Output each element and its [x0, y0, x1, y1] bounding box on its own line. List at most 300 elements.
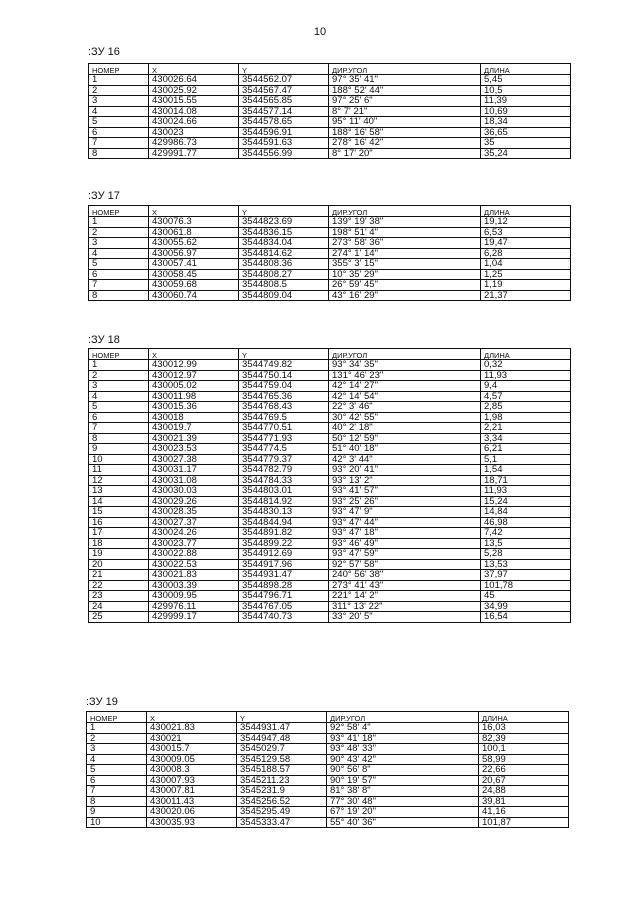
x-coordinate-cell: 430021.39 — [149, 433, 239, 444]
point-number-cell: 2 — [87, 733, 147, 744]
direction-angle-cell: 43° 16' 29" — [329, 290, 481, 301]
direction-angle-cell: 273° 58' 36" — [329, 238, 481, 249]
point-number-cell: 7 — [89, 423, 149, 434]
x-coordinate-cell: 430021.83 — [149, 570, 239, 581]
table-row — [89, 85, 571, 96]
length-cell: 3,34 — [481, 433, 571, 444]
x-coordinate-cell: 430022.53 — [149, 559, 239, 570]
x-coordinate-cell: 430015.36 — [149, 402, 239, 413]
point-number-cell: 2 — [89, 85, 149, 96]
length-cell: 45 — [481, 591, 571, 602]
direction-angle-cell: 93° 25' 26" — [329, 496, 481, 507]
x-coordinate-cell: 430030.03 — [149, 486, 239, 497]
point-number-cell: 3 — [89, 381, 149, 392]
direction-angle-cell: 93° 47' 9" — [329, 507, 481, 518]
y-coordinate-cell: 3544844.94 — [239, 517, 329, 528]
x-coordinate-cell: 429976.11 — [149, 601, 239, 612]
table-row — [89, 475, 571, 486]
header-x: X — [149, 206, 239, 217]
x-coordinate-cell: 430023.53 — [149, 444, 239, 455]
x-coordinate-cell: 430031.17 — [149, 465, 239, 476]
header-angle: ДИР.УГОЛ — [329, 206, 481, 217]
y-coordinate-cell: 3544578.65 — [239, 117, 329, 128]
direction-angle-cell: 198° 51' 4" — [329, 227, 481, 238]
y-coordinate-cell: 3544740.73 — [239, 612, 329, 623]
point-number-cell: 14 — [89, 496, 149, 507]
point-number-cell: 7 — [87, 786, 147, 797]
y-coordinate-cell: 3545188.57 — [237, 765, 327, 776]
direction-angle-cell: 55° 40' 36" — [327, 817, 479, 828]
table-row — [89, 423, 571, 434]
y-coordinate-cell: 3544771.93 — [239, 433, 329, 444]
direction-angle-cell: 92° 58' 4" — [327, 723, 479, 734]
y-coordinate-cell: 3545129.58 — [237, 754, 327, 765]
table-row — [89, 360, 571, 371]
x-coordinate-cell: 430015.7 — [147, 744, 237, 755]
point-number-cell: 20 — [89, 559, 149, 570]
point-number-cell: 4 — [89, 391, 149, 402]
table-header-row — [87, 712, 569, 723]
x-coordinate-cell: 429999.17 — [149, 612, 239, 623]
x-coordinate-cell: 430007.81 — [147, 786, 237, 797]
y-coordinate-cell: 3544898.28 — [239, 580, 329, 591]
table-row — [87, 796, 569, 807]
table-row — [89, 570, 571, 581]
table-row — [87, 744, 569, 755]
x-coordinate-cell: 430005.02 — [149, 381, 239, 392]
x-coordinate-cell: 430025.92 — [149, 85, 239, 96]
length-cell: 16,54 — [481, 612, 571, 623]
length-cell: 9,4 — [481, 381, 571, 392]
table-row — [89, 106, 571, 117]
length-cell: 34,99 — [481, 601, 571, 612]
section-title: :ЗУ 18 — [88, 334, 120, 346]
length-cell: 41,16 — [479, 807, 569, 818]
direction-angle-cell: 97° 25' 6" — [329, 96, 481, 107]
table-row — [89, 549, 571, 560]
length-cell: 101,87 — [479, 817, 569, 828]
direction-angle-cell: 90° 43' 42" — [327, 754, 479, 765]
point-number-cell: 15 — [89, 507, 149, 518]
table-row — [89, 96, 571, 107]
y-coordinate-cell: 3544836.15 — [239, 227, 329, 238]
direction-angle-cell: 77° 30' 48" — [327, 796, 479, 807]
x-coordinate-cell: 430055.62 — [149, 238, 239, 249]
header-y: Y — [239, 206, 329, 217]
y-coordinate-cell: 3544784.33 — [239, 475, 329, 486]
table-row — [89, 465, 571, 476]
point-number-cell: 4 — [89, 248, 149, 259]
length-cell: 37,97 — [481, 570, 571, 581]
table-row — [89, 238, 571, 249]
table-header-row — [89, 206, 571, 217]
direction-angle-cell: 93° 20' 41" — [329, 465, 481, 476]
table-row — [89, 528, 571, 539]
point-number-cell: 4 — [87, 754, 147, 765]
point-number-cell: 5 — [87, 765, 147, 776]
table-row — [89, 591, 571, 602]
table-row — [89, 402, 571, 413]
table-row — [89, 259, 571, 270]
direction-angle-cell: 131° 46' 23" — [329, 370, 481, 381]
length-cell: 5,28 — [481, 549, 571, 560]
length-cell: 10,69 — [481, 106, 571, 117]
x-coordinate-cell: 430008.3 — [147, 765, 237, 776]
y-coordinate-cell: 3544917.96 — [239, 559, 329, 570]
length-cell: 7,42 — [481, 528, 571, 539]
length-cell: 21,37 — [481, 290, 571, 301]
table-row — [89, 454, 571, 465]
direction-angle-cell: 33° 20' 5" — [329, 612, 481, 623]
x-coordinate-cell: 430057.41 — [149, 259, 239, 270]
point-number-cell: 18 — [89, 538, 149, 549]
table-row — [89, 496, 571, 507]
table-header-row — [89, 349, 571, 360]
x-coordinate-cell: 430024.66 — [149, 117, 239, 128]
y-coordinate-cell: 3544899.22 — [239, 538, 329, 549]
x-coordinate-cell: 430035.93 — [147, 817, 237, 828]
x-coordinate-cell: 430012.97 — [149, 370, 239, 381]
length-cell: 2,21 — [481, 423, 571, 434]
point-number-cell: 10 — [87, 817, 147, 828]
point-number-cell: 3 — [87, 744, 147, 755]
point-number-cell: 1 — [89, 217, 149, 228]
direction-angle-cell: 50° 12' 59" — [329, 433, 481, 444]
length-cell: 1,54 — [481, 465, 571, 476]
y-coordinate-cell: 3544749.82 — [239, 360, 329, 371]
direction-angle-cell: 93° 41' 18" — [327, 733, 479, 744]
x-coordinate-cell: 430026.64 — [149, 75, 239, 86]
x-coordinate-cell: 430022.88 — [149, 549, 239, 560]
point-number-cell: 3 — [89, 96, 149, 107]
y-coordinate-cell: 3545211.23 — [237, 775, 327, 786]
x-coordinate-cell: 430021 — [147, 733, 237, 744]
y-coordinate-cell: 3544891.82 — [239, 528, 329, 539]
y-coordinate-cell: 3545029.7 — [237, 744, 327, 755]
y-coordinate-cell: 3544567.47 — [239, 85, 329, 96]
y-coordinate-cell: 3544834.04 — [239, 238, 329, 249]
x-coordinate-cell: 430027.37 — [149, 517, 239, 528]
point-number-cell: 22 — [89, 580, 149, 591]
header-len: ДЛИНА — [481, 349, 571, 360]
direction-angle-cell: 97° 35' 41" — [329, 75, 481, 86]
length-cell: 19,12 — [481, 217, 571, 228]
x-coordinate-cell: 430018 — [149, 412, 239, 423]
point-number-cell: 5 — [89, 117, 149, 128]
table-row — [89, 601, 571, 612]
x-coordinate-cell: 430028.35 — [149, 507, 239, 518]
y-coordinate-cell: 3544814.62 — [239, 248, 329, 259]
point-number-cell: 7 — [89, 138, 149, 149]
length-cell: 35 — [481, 138, 571, 149]
direction-angle-cell: 188° 16' 58" — [329, 127, 481, 138]
point-number-cell: 8 — [87, 796, 147, 807]
table-row — [89, 75, 571, 86]
table-row — [87, 817, 569, 828]
length-cell: 46,98 — [481, 517, 571, 528]
y-coordinate-cell: 3545333.47 — [237, 817, 327, 828]
y-coordinate-cell: 3544770.51 — [239, 423, 329, 434]
header-y: Y — [239, 349, 329, 360]
length-cell: 18,71 — [481, 475, 571, 486]
x-coordinate-cell: 430003.39 — [149, 580, 239, 591]
x-coordinate-cell: 430076.3 — [149, 217, 239, 228]
coordinates-table — [88, 205, 571, 301]
length-cell: 11,93 — [481, 486, 571, 497]
header-x: X — [149, 349, 239, 360]
point-number-cell: 6 — [89, 412, 149, 423]
table-row — [89, 148, 571, 159]
y-coordinate-cell: 3544823.69 — [239, 217, 329, 228]
table-row — [89, 227, 571, 238]
direction-angle-cell: 240° 56' 38" — [329, 570, 481, 581]
direction-angle-cell: 93° 34' 35" — [329, 360, 481, 371]
x-coordinate-cell: 430011.43 — [147, 796, 237, 807]
point-number-cell: 2 — [89, 370, 149, 381]
x-coordinate-cell: 430059.68 — [149, 280, 239, 291]
table-row — [87, 723, 569, 734]
point-number-cell: 6 — [89, 127, 149, 138]
length-cell: 36,65 — [481, 127, 571, 138]
x-coordinate-cell: 430007.93 — [147, 775, 237, 786]
point-number-cell: 25 — [89, 612, 149, 623]
table-row — [89, 538, 571, 549]
y-coordinate-cell: 3544808.36 — [239, 259, 329, 270]
direction-angle-cell: 273° 41' 43" — [329, 580, 481, 591]
direction-angle-cell: 93° 47' 18" — [329, 528, 481, 539]
table-row — [89, 138, 571, 149]
y-coordinate-cell: 3545256.52 — [237, 796, 327, 807]
y-coordinate-cell: 3544765.36 — [239, 391, 329, 402]
direction-angle-cell: 93° 47' 59" — [329, 549, 481, 560]
point-number-cell: 13 — [89, 486, 149, 497]
y-coordinate-cell: 3544808.27 — [239, 269, 329, 280]
length-cell: 16,03 — [479, 723, 569, 734]
direction-angle-cell: 42° 3' 44" — [329, 454, 481, 465]
header-len: ДЛИНА — [481, 206, 571, 217]
length-cell: 0,32 — [481, 360, 571, 371]
point-number-cell: 6 — [87, 775, 147, 786]
header-num: НОМЕР — [89, 349, 149, 360]
x-coordinate-cell: 430012.99 — [149, 360, 239, 371]
header-y: Y — [237, 712, 327, 723]
length-cell: 35,24 — [481, 148, 571, 159]
length-cell: 100,1 — [479, 744, 569, 755]
table-row — [89, 444, 571, 455]
point-number-cell: 11 — [89, 465, 149, 476]
direction-angle-cell: 93° 41' 57" — [329, 486, 481, 497]
x-coordinate-cell: 430023 — [149, 127, 239, 138]
y-coordinate-cell: 3544796.71 — [239, 591, 329, 602]
direction-angle-cell: 67° 19' 20" — [327, 807, 479, 818]
table-row — [89, 507, 571, 518]
y-coordinate-cell: 3544556.99 — [239, 148, 329, 159]
x-coordinate-cell: 430009.05 — [147, 754, 237, 765]
length-cell: 19,47 — [481, 238, 571, 249]
table-row — [87, 765, 569, 776]
y-coordinate-cell: 3544830.13 — [239, 507, 329, 518]
table-header-row — [89, 64, 571, 75]
y-coordinate-cell: 3544803.01 — [239, 486, 329, 497]
direction-angle-cell: 42° 14' 27" — [329, 381, 481, 392]
direction-angle-cell: 42° 14' 54" — [329, 391, 481, 402]
length-cell: 2,85 — [481, 402, 571, 413]
direction-angle-cell: 139° 19' 38" — [329, 217, 481, 228]
point-number-cell: 16 — [89, 517, 149, 528]
y-coordinate-cell: 3544947.48 — [237, 733, 327, 744]
direction-angle-cell: 93° 46' 49" — [329, 538, 481, 549]
direction-angle-cell: 40° 2' 18" — [329, 423, 481, 434]
y-coordinate-cell: 3544912.69 — [239, 549, 329, 560]
y-coordinate-cell: 3544931.47 — [239, 570, 329, 581]
y-coordinate-cell: 3544750.14 — [239, 370, 329, 381]
direction-angle-cell: 8° 7' 21" — [329, 106, 481, 117]
coordinates-table — [86, 711, 569, 828]
table-row — [87, 754, 569, 765]
coordinates-table — [88, 63, 571, 159]
table-row — [89, 117, 571, 128]
point-number-cell: 17 — [89, 528, 149, 539]
direction-angle-cell: 30° 42' 55" — [329, 412, 481, 423]
y-coordinate-cell: 3545295.49 — [237, 807, 327, 818]
x-coordinate-cell: 430019.7 — [149, 423, 239, 434]
y-coordinate-cell: 3544577.14 — [239, 106, 329, 117]
table-row — [89, 612, 571, 623]
table-row — [87, 775, 569, 786]
header-x: X — [147, 712, 237, 723]
point-number-cell: 9 — [87, 807, 147, 818]
length-cell: 11,93 — [481, 370, 571, 381]
table-row — [89, 381, 571, 392]
point-number-cell: 1 — [89, 360, 149, 371]
direction-angle-cell: 90° 19' 57" — [327, 775, 479, 786]
section-title: :ЗУ 16 — [88, 46, 120, 58]
point-number-cell: 12 — [89, 475, 149, 486]
table-row — [89, 269, 571, 280]
y-coordinate-cell: 3544931.47 — [237, 723, 327, 734]
y-coordinate-cell: 3544759.04 — [239, 381, 329, 392]
direction-angle-cell: 93° 13' 2" — [329, 475, 481, 486]
direction-angle-cell: 22° 3' 46" — [329, 402, 481, 413]
length-cell: 6,53 — [481, 227, 571, 238]
point-number-cell: 2 — [89, 227, 149, 238]
y-coordinate-cell: 3544562.07 — [239, 75, 329, 86]
direction-angle-cell: 8° 17' 20" — [329, 148, 481, 159]
y-coordinate-cell: 3544767.05 — [239, 601, 329, 612]
page-number: 10 — [313, 26, 327, 38]
length-cell: 13,5 — [481, 538, 571, 549]
point-number-cell: 19 — [89, 549, 149, 560]
direction-angle-cell: 26° 59' 45" — [329, 280, 481, 291]
y-coordinate-cell: 3544596.91 — [239, 127, 329, 138]
coordinates-table — [88, 348, 571, 623]
header-x: X — [149, 64, 239, 75]
x-coordinate-cell: 430027.38 — [149, 454, 239, 465]
point-number-cell: 1 — [89, 75, 149, 86]
length-cell: 58,99 — [479, 754, 569, 765]
point-number-cell: 8 — [89, 290, 149, 301]
x-coordinate-cell: 430024.26 — [149, 528, 239, 539]
direction-angle-cell: 221° 14' 2" — [329, 591, 481, 602]
y-coordinate-cell: 3544769.5 — [239, 412, 329, 423]
y-coordinate-cell: 3544774.5 — [239, 444, 329, 455]
point-number-cell: 21 — [89, 570, 149, 581]
y-coordinate-cell: 3544768.43 — [239, 402, 329, 413]
length-cell: 5,1 — [481, 454, 571, 465]
point-number-cell: 8 — [89, 433, 149, 444]
x-coordinate-cell: 430031.08 — [149, 475, 239, 486]
table-row — [87, 807, 569, 818]
header-len: ДЛИНА — [481, 64, 571, 75]
point-number-cell: 9 — [89, 444, 149, 455]
table-row — [89, 370, 571, 381]
x-coordinate-cell: 430023.77 — [149, 538, 239, 549]
direction-angle-cell: 90° 56' 8" — [327, 765, 479, 776]
direction-angle-cell: 10° 35' 29" — [329, 269, 481, 280]
y-coordinate-cell: 3544565.85 — [239, 96, 329, 107]
length-cell: 1,04 — [481, 259, 571, 270]
table-row — [89, 391, 571, 402]
direction-angle-cell: 51° 40' 18" — [329, 444, 481, 455]
x-coordinate-cell: 430020.06 — [147, 807, 237, 818]
length-cell: 5,45 — [481, 75, 571, 86]
x-coordinate-cell: 429991.77 — [149, 148, 239, 159]
x-coordinate-cell: 430014.08 — [149, 106, 239, 117]
table-row — [89, 217, 571, 228]
length-cell: 6,21 — [481, 444, 571, 455]
x-coordinate-cell: 429986.73 — [149, 138, 239, 149]
length-cell: 11,39 — [481, 96, 571, 107]
point-number-cell: 23 — [89, 591, 149, 602]
point-number-cell: 7 — [89, 280, 149, 291]
point-number-cell: 4 — [89, 106, 149, 117]
table-row — [89, 290, 571, 301]
point-number-cell: 10 — [89, 454, 149, 465]
table-row — [89, 486, 571, 497]
length-cell: 6,28 — [481, 248, 571, 259]
length-cell: 14,84 — [481, 507, 571, 518]
table-row — [89, 433, 571, 444]
table-row — [89, 248, 571, 259]
direction-angle-cell: 93° 48' 33" — [327, 744, 479, 755]
x-coordinate-cell: 430061.8 — [149, 227, 239, 238]
table-row — [89, 580, 571, 591]
x-coordinate-cell: 430058.45 — [149, 269, 239, 280]
direction-angle-cell: 355° 3' 15" — [329, 259, 481, 270]
point-number-cell: 1 — [87, 723, 147, 734]
direction-angle-cell: 92° 57' 58" — [329, 559, 481, 570]
table-row — [87, 786, 569, 797]
length-cell: 22,66 — [479, 765, 569, 776]
length-cell: 24,88 — [479, 786, 569, 797]
direction-angle-cell: 95° 11' 40" — [329, 117, 481, 128]
table-row — [89, 412, 571, 423]
length-cell: 1,19 — [481, 280, 571, 291]
x-coordinate-cell: 430009.95 — [149, 591, 239, 602]
y-coordinate-cell: 3544814.92 — [239, 496, 329, 507]
length-cell: 20,67 — [479, 775, 569, 786]
y-coordinate-cell: 3544591.63 — [239, 138, 329, 149]
header-num: НОМЕР — [89, 206, 149, 217]
point-number-cell: 3 — [89, 238, 149, 249]
direction-angle-cell: 278° 16' 42" — [329, 138, 481, 149]
point-number-cell: 24 — [89, 601, 149, 612]
table-row — [89, 517, 571, 528]
table-row — [89, 127, 571, 138]
header-angle: ДИР.УГОЛ — [329, 349, 481, 360]
point-number-cell: 6 — [89, 269, 149, 280]
x-coordinate-cell: 430060.74 — [149, 290, 239, 301]
